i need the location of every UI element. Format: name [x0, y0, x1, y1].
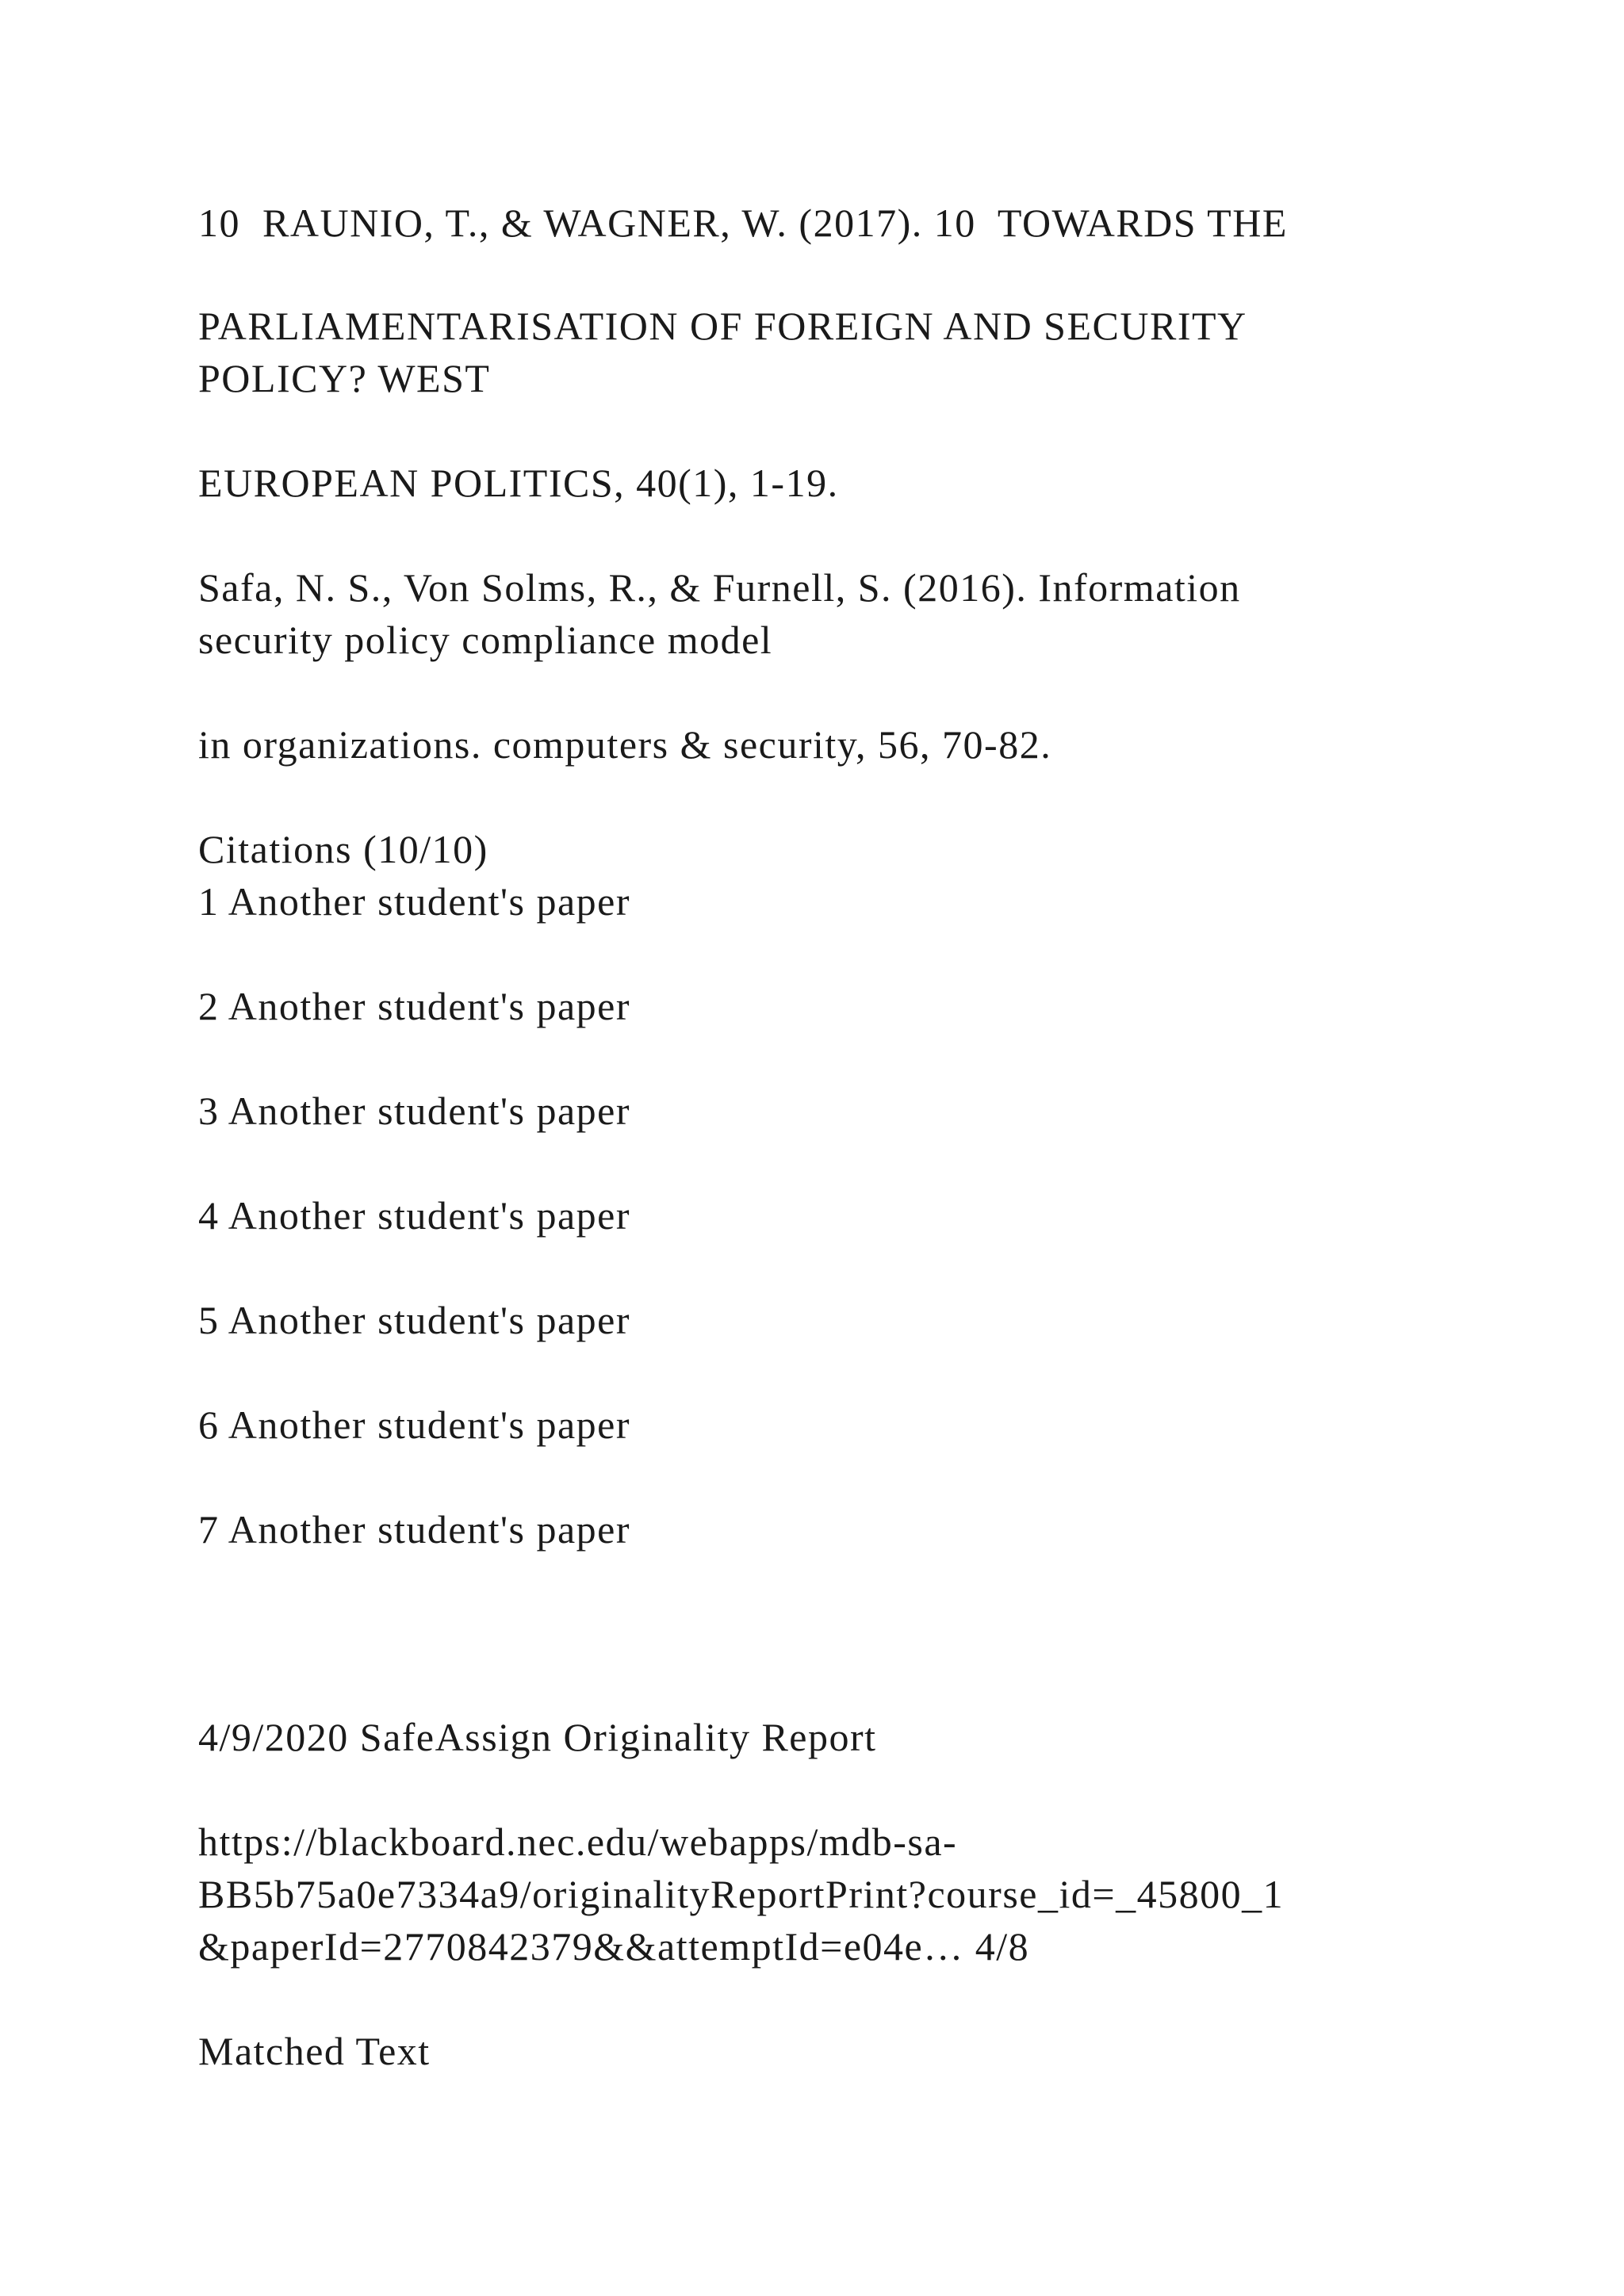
report-url-line-2: BB5b75a0e7334a9/originalityReportPrint?course_id=_45800_1: [198, 1872, 1285, 1916]
citations-heading: Citations (10/10): [198, 827, 488, 871]
citation-item: 5 Another student's paper: [198, 1298, 631, 1342]
citation-item: 1 Another student's paper: [198, 879, 631, 924]
reference-safa-line-3: in organizations. computers & security, 56, 70-82.: [198, 722, 1052, 767]
matched-text-heading: Matched Text: [198, 2029, 431, 2073]
citation-item: 4 Another student's paper: [198, 1193, 631, 1238]
citation-item: 2 Another student's paper: [198, 984, 631, 1028]
citation-item: 7 Another student's paper: [198, 1507, 631, 1552]
citation-item: 6 Another student's paper: [198, 1402, 631, 1447]
reference-safa-line-2: security policy compliance model: [198, 618, 773, 662]
reference-safa-line-1: Safa, N. S., Von Solms, R., & Furnell, S. (2016). Information: [198, 565, 1241, 610]
reference-raunio-line-3: POLICY? WEST: [198, 356, 491, 400]
report-date-title: 4/9/2020 SafeAssign Originality Report: [198, 1715, 877, 1759]
reference-raunio-line-2: PARLIAMENTARISATION OF FOREIGN AND SECURITY: [198, 304, 1247, 348]
reference-raunio-line-4: EUROPEAN POLITICS, 40(1), 1-19.: [198, 461, 839, 505]
report-url-line-3: &paperId=2770842379&&attemptId=e04e… 4/8: [198, 1924, 1030, 1969]
reference-raunio-line-1: 10 RAUNIO, T., & WAGNER, W. (2017). 10 TOWARDS THE: [198, 201, 1288, 245]
report-url-line-1: https://blackboard.nec.edu/webapps/mdb-sa-: [198, 1820, 958, 1864]
citation-item: 3 Another student's paper: [198, 1089, 631, 1133]
